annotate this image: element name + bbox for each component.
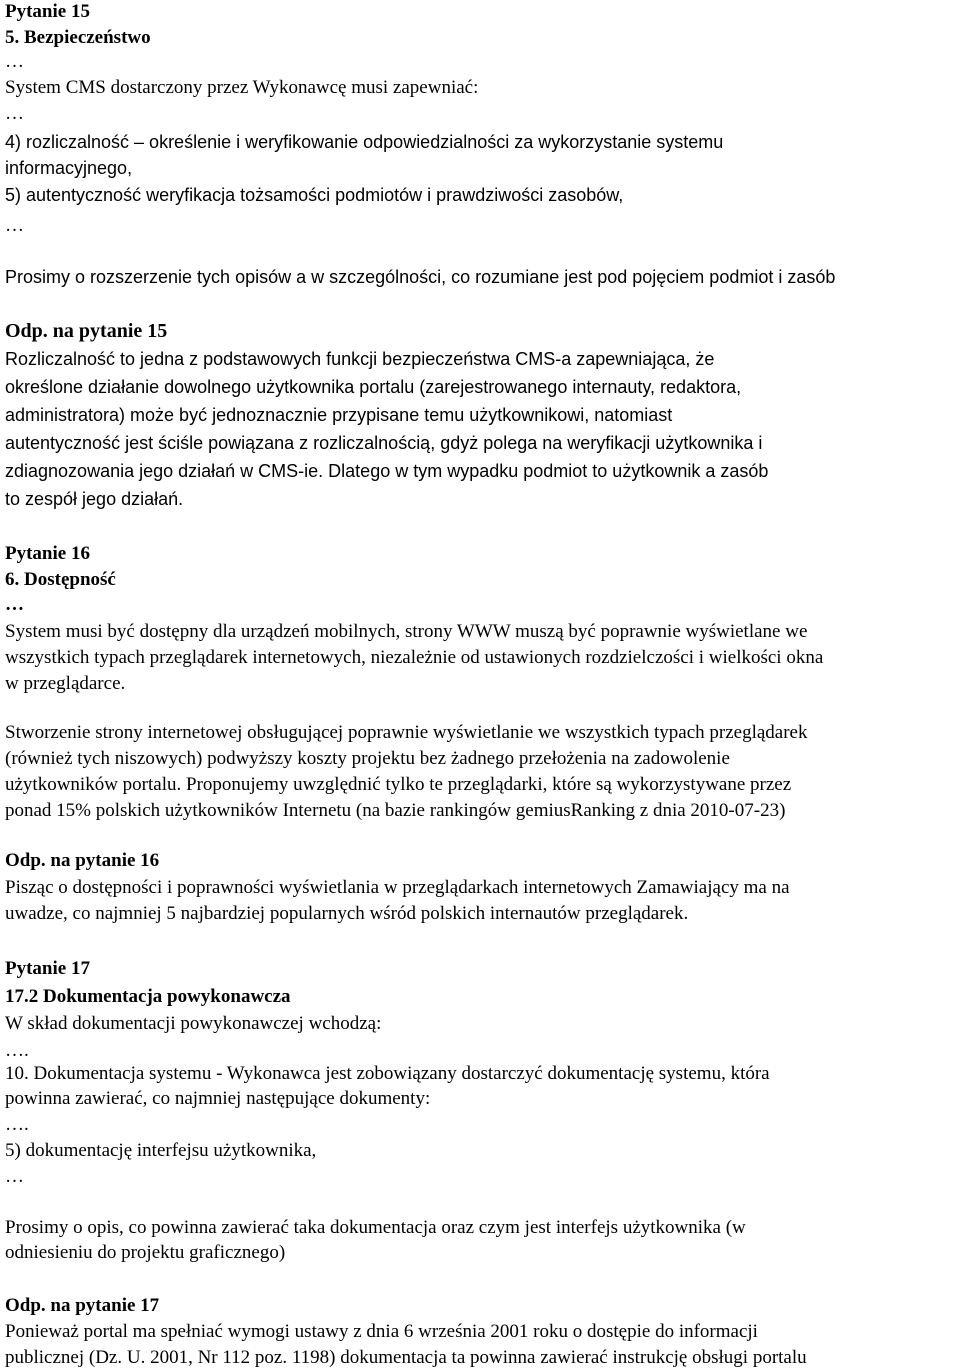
question-16-request-line: Stworzenie strony internetowej obsługującej poprawnie wyświetlanie we wszystkich typach przeglądarek bbox=[5, 722, 808, 743]
question-16-request-line: ponad 15% polskich użytkowników Internetu (na bazie rankingów gemiusRanking z dnia 2010-07-23) bbox=[5, 800, 786, 821]
ellipsis: … bbox=[5, 594, 24, 615]
answer-15-line: autentyczność jest ściśle powiązana z rozliczalnością, gdyż polega na weryfikacji użytkownika i bbox=[5, 433, 763, 453]
question-16-heading: Pytanie 16 bbox=[5, 543, 90, 564]
answer-15-line: Rozliczalność to jedna z podstawowych funkcji bezpieczeństwa CMS-a zapewniająca, że bbox=[5, 349, 715, 369]
section-title-accessibility: 6. Dostępność bbox=[5, 569, 116, 590]
ellipsis: … bbox=[5, 51, 24, 72]
answer-16-heading: Odp. na pytanie 16 bbox=[5, 850, 160, 871]
ellipsis: … bbox=[5, 1166, 24, 1187]
question-16-paragraph-line: w przeglądarce. bbox=[5, 673, 126, 694]
question-15-item-5: 5) autentyczność weryfikacja tożsamości podmiotów i prawdziwości zasobów, bbox=[5, 185, 624, 205]
question-16-paragraph-line: wszystkich typach przeglądarek internetowych, niezależnie od ustawionych rozdzielczości i wielkości okna bbox=[5, 647, 824, 668]
question-17-request-line: Prosimy o opis, co powinna zawierać taka dokumentacja oraz czym jest interfejs użytkownika (w bbox=[5, 1217, 746, 1238]
question-17-item-5: 5) dokumentację interfejsu użytkownika, bbox=[5, 1140, 317, 1161]
question-17-intro: W skład dokumentacji powykonawczej wchodzą: bbox=[5, 1013, 382, 1034]
question-16-paragraph-line: System musi być dostępny dla urządzeń mobilnych, strony WWW muszą być poprawnie wyświetlane we bbox=[5, 621, 808, 642]
section-title-documentation: 17.2 Dokumentacja powykonawcza bbox=[5, 986, 291, 1007]
answer-17-line: Ponieważ portal ma spełniać wymogi ustawy z dnia 6 września 2001 roku o dostępie do informacji bbox=[5, 1321, 758, 1342]
question-17-item-10-cont: powinna zawierać, co najmniej następujące dokumenty: bbox=[5, 1088, 431, 1109]
answer-17-line: publicznej (Dz. U. 2001, Nr 112 poz. 1198) dokumentacja ta powinna zawierać instrukcję obsługi portalu bbox=[5, 1347, 807, 1368]
ellipsis: … bbox=[5, 103, 24, 124]
ellipsis: …. bbox=[5, 1040, 29, 1061]
answer-15-line: administratora) może być jednoznacznie przypisane temu użytkownikowi, natomiast bbox=[5, 405, 673, 425]
answer-15-line: zdiagnozowania jego działań w CMS-ie. Dlatego w tym wypadku podmiot to użytkownik a zasób bbox=[5, 461, 769, 481]
answer-16-line: uwadze, co najmniej 5 najbardziej popularnych wśród polskich internautów przeglądarek. bbox=[5, 903, 689, 924]
question-16-request-line: użytkowników portalu. Proponujemy uwzględnić tylko te przeglądarki, które są wykorzystywane przez bbox=[5, 774, 792, 795]
question-15-request: Prosimy o rozszerzenie tych opisów a w szczególności, co rozumiane jest pod pojęciem podmiot i zasób bbox=[5, 267, 836, 287]
question-15-heading: Pytanie 15 bbox=[5, 1, 90, 22]
answer-16-line: Pisząc o dostępności i poprawności wyświetlania w przeglądarkach internetowych Zamawiający ma na bbox=[5, 877, 790, 898]
answer-17-heading: Odp. na pytanie 17 bbox=[5, 1295, 160, 1316]
ellipsis: … bbox=[5, 215, 24, 236]
question-15-intro: System CMS dostarczony przez Wykonawcę musi zapewniać: bbox=[5, 77, 479, 98]
question-17-item-10: 10. Dokumentacja systemu - Wykonawca jest zobowiązany dostarczyć dokumentację systemu, która bbox=[5, 1063, 770, 1084]
question-15-item-4: 4) rozliczalność – określenie i weryfikowanie odpowiedzialności za wykorzystanie systemu bbox=[5, 132, 724, 152]
question-15-item-4-cont: informacyjnego, bbox=[5, 158, 133, 178]
answer-15-line: określone działanie dowolnego użytkownika portalu (zarejestrowanego internauty, redaktora, bbox=[5, 377, 742, 397]
question-17-heading: Pytanie 17 bbox=[5, 958, 90, 979]
question-17-request-line: odniesieniu do projektu graficznego) bbox=[5, 1242, 286, 1263]
question-16-request-line: (również tych niszowych) podwyższy koszty projektu bez żadnego przełożenia na zadowolenie bbox=[5, 748, 730, 769]
answer-15-heading: Odp. na pytanie 15 bbox=[5, 320, 168, 342]
ellipsis: …. bbox=[5, 1114, 29, 1135]
answer-15-line: to zespół jego działań. bbox=[5, 489, 184, 509]
section-title-security: 5. Bezpieczeństwo bbox=[5, 27, 151, 48]
